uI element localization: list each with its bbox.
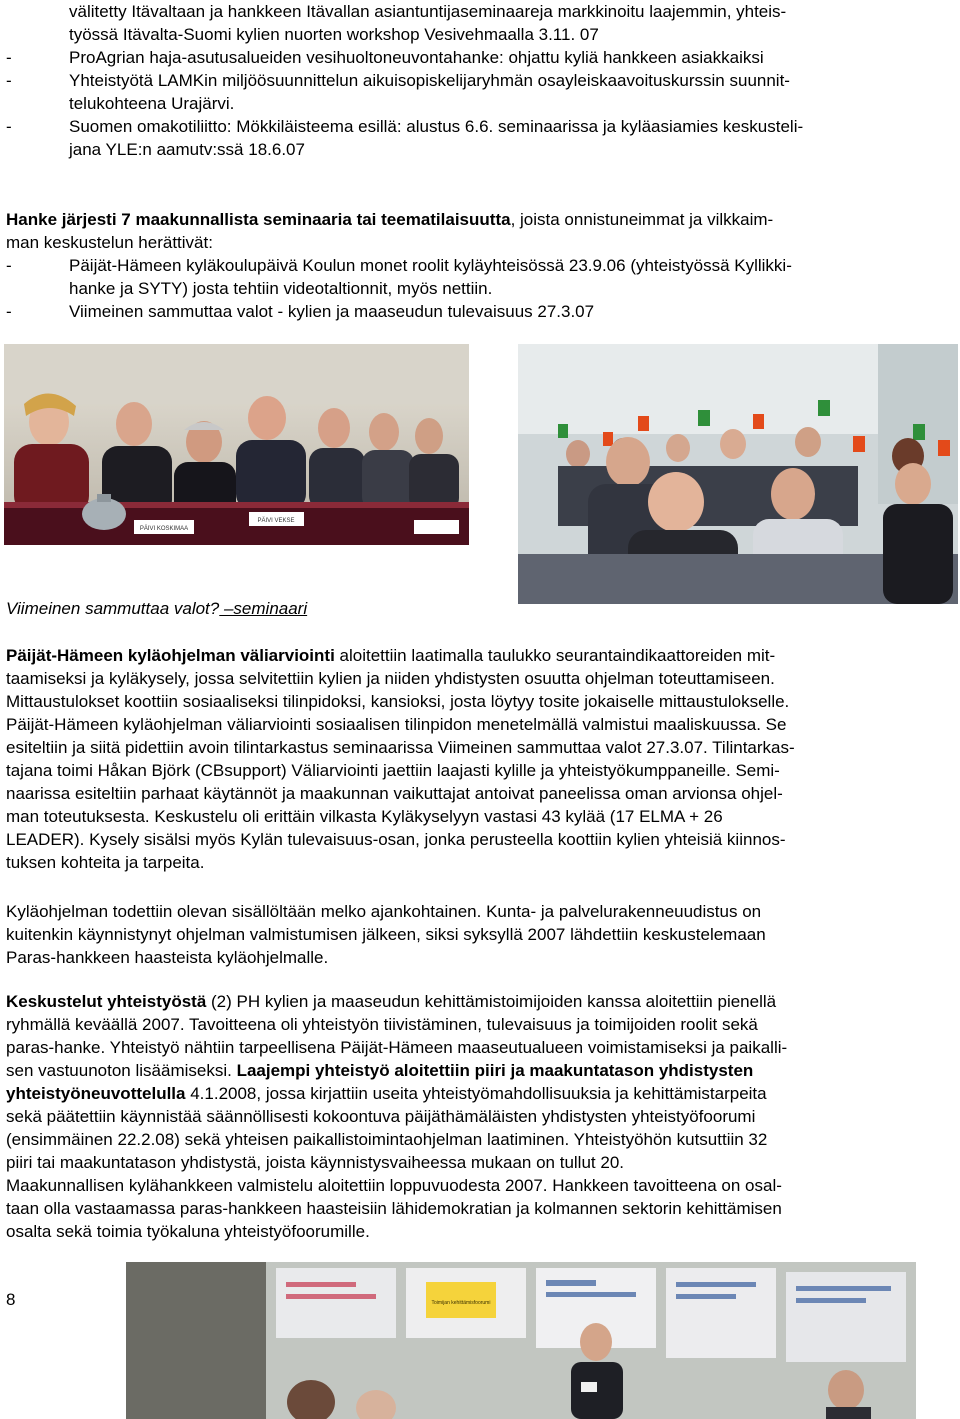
text-line: osalta sekä toimia työkaluna yhteistyöfoorumille. — [6, 1222, 370, 1241]
text-run: , joista onnistuneimmat ja vilkkaim- — [510, 210, 774, 229]
photo-caption — [6, 597, 307, 620]
name-sign-b: PÄIVI VEKSE — [257, 518, 295, 524]
bold-lead: Hanke järjesti 7 maakunnallista seminaaria tai teematilaisuutta — [6, 210, 511, 229]
poster-title: Toimijan kehittämisfoorumi — [431, 1300, 491, 1306]
evaluation-section — [6, 644, 936, 874]
text-line: paras-hanke. Yhteistyö nähtiin tarpeellisena Päijät-Hämeen maaseutualueen voimistamiseksi ja paikalli- — [6, 1038, 788, 1057]
text-line: sekä päätettiin käynnistää säännöllisesti kokoontuva päijäthämäläisten yhdistysten yhteistyöfoorumi — [6, 1107, 756, 1126]
caption-suffix: –seminaari — [219, 599, 308, 618]
photo-illustration — [126, 1262, 916, 1419]
cooperation-section — [6, 990, 936, 1243]
text-line: taan olla vastaamassa paras-hankkeen haasteisiin lähidemokratian ja kolmannen sektorin kehittämisen — [6, 1199, 782, 1218]
text-line: Maakunnallisen kylähankkeen valmistelu aloitettiin loppuvuodesta 2007. Hankkeen tavoitteena on osal- — [6, 1176, 782, 1195]
text-line: (ensimmäinen 22.2.08) sekä yhteisen paikallistoimintaohjelman laatiminen. Yhteistyöhön kutsuttiin 32 — [6, 1130, 768, 1149]
intro-section — [6, 0, 936, 161]
text-line: Suomen omakotiliitto: Mökkiläisteema esillä: alustus 6.6. seminaarissa ja kyläasiamies keskusteli- — [69, 117, 804, 136]
bold-lead: Keskustelut yhteistyöstä — [6, 992, 207, 1011]
paragraph — [6, 208, 936, 231]
text-line: LEADER). Kysely sisälsi myös Kylän tulevaisuus-osan, jonka perusteella koottiin kylien yhteisiä kiinnos- — [6, 830, 786, 849]
list-item — [6, 115, 936, 161]
bold-run: Laajempi yhteistyö aloitettiin piiri ja maakuntatason yhdistysten — [236, 1061, 754, 1080]
text-line: man keskustelun herättivät: — [6, 233, 213, 252]
text-line: taamiseksi ja kyläkysely, jossa selvitettiin kylien ja niiden yhdistysten osuutta ohjelman toteuttamiseen. — [6, 669, 775, 688]
paragraph — [6, 990, 936, 1013]
list-dash: - — [6, 256, 12, 275]
text-line: telukohteena Urajärvi. — [69, 94, 235, 113]
text-line: tajana toimi Håkan Björk (CBsupport) Väliarviointi jaettiin laajasti kylille ja yhteistyökumppaneille. Semi- — [6, 761, 780, 780]
text-run: (2) PH kylien ja maaseudun kehittämistoimijoiden kanssa aloitettiin pienellä — [206, 992, 777, 1011]
seminar-panel-photo — [4, 344, 469, 545]
text-line: Kyläohjelman todettiin olevan sisällöltään melko ajankohtainen. Kunta- ja palvelurakenneuudistus on — [6, 902, 762, 921]
text-line: ProAgrian haja-asutusalueiden vesihuoltoneuvontahanke: ohjattu kyliä hankkeen asiakkaiksi — [69, 48, 764, 67]
text-line: tuksen kohteita ja tarpeita. — [6, 853, 205, 872]
page-number: 8 — [6, 1290, 16, 1309]
text-line: esiteltiin ja siitä pidettiin avoin tilintarkastus seminaarissa Viimeinen sammuttaa valot 27.3.07. Tilintarkas- — [6, 738, 795, 757]
text-run: aloitettiin laatimalla taulukko seurantaindikaattoreiden mit- — [334, 646, 776, 665]
audience-voting-photo — [518, 344, 958, 604]
photo-illustration — [518, 344, 958, 604]
paragraph — [6, 1059, 936, 1082]
text-line: Päijät-Hämeen kyläohjelman väliarviointi sosiaalisen tilinpidon menetelmällä valmistui maaliskuussa. Se — [6, 715, 787, 734]
paragraph — [6, 1082, 936, 1105]
list-item — [6, 46, 936, 69]
bold-lead: Päijät-Hämeen kyläohjelman väliarviointi — [6, 646, 335, 665]
bold-run: yhteistyöneuvottelulla — [6, 1084, 186, 1103]
text-line: Viimeinen sammuttaa valot - kylien ja maaseudun tulevaisuus 27.3.07 — [69, 302, 595, 321]
text-line: kuitenkin käynnistynyt ohjelman valmistumisen jälkeen, siksi syksyllä 2007 lähdettiin keskustelemaan — [6, 925, 766, 944]
list-item — [6, 69, 936, 115]
list-dash: - — [6, 48, 12, 67]
list-item — [6, 254, 936, 300]
name-sign-a: PÄIVI KOSKIMAA — [139, 526, 189, 532]
text-line: Päijät-Hämeen kyläkoulupäivä Koulun monet roolit kyläyhteisössä 23.9.06 (yhteistyössä Kyllikki- — [69, 256, 792, 275]
text-line: jana YLE:n aamutv:ssä 18.6.07 — [69, 140, 305, 159]
list-dash: - — [6, 117, 12, 136]
paragraph — [6, 644, 936, 667]
text-line: ryhmällä keväällä 2007. Tavoitteena oli yhteistyön tiivistäminen, tulevaisuus ja toimijoiden roolit sekä — [6, 1015, 758, 1034]
seminars-section — [6, 208, 936, 323]
text-run: 4.1.2008, jossa kirjattiin useita yhteistyömahdollisuuksia ja kehittämistarpeita — [185, 1084, 767, 1103]
caption-main: Viimeinen sammuttaa valot? — [6, 599, 220, 618]
intro-continued-item — [6, 0, 936, 46]
program-section — [6, 900, 936, 969]
text-line: man toteutuksesta. Keskustelu oli erittäin vilkasta Kyläkyselyyn vastasi 43 kylää (17 ELMA + 26 — [6, 807, 723, 826]
list-item — [6, 300, 936, 323]
text-line: välitetty Itävaltaan ja hankkeen Itävallan asiantuntijaseminaareja markkinoitu laajemmin, yhteis- — [69, 2, 787, 21]
text-line: piiri tai maakuntatason yhdistystä, joista käynnistysvaiheessa mukaan on tullut 20. — [6, 1153, 624, 1172]
photo-illustration — [4, 344, 469, 545]
text-line: Yhteistyötä LAMKin miljöösuunnittelun aikuisopiskelijaryhmän osayleiskaavoituskurssin suunnit- — [69, 71, 790, 90]
list-dash: - — [6, 302, 12, 321]
text-line: Mittaustulokset koottiin sosiaaliseksi tilinpidoksi, kansioksi, josta löytyy tosite jokaiselle mittaustulokselle. — [6, 692, 790, 711]
text-line: työssä Itävalta-Suomi kylien nuorten workshop Vesivehmaalla 3.11. 07 — [69, 25, 599, 44]
text-run: sen vastuunoton lisäämiseksi. — [6, 1061, 237, 1080]
poster-presentation-photo — [126, 1262, 916, 1419]
text-line: hanke ja SYTY) josta tehtiin videotaltionnit, myös nettiin. — [69, 279, 493, 298]
text-line: Paras-hankkeen haasteista kyläohjelmalle. — [6, 948, 329, 967]
text-line: naarissa esiteltiin parhaat käytännöt ja maakunnan vaikuttajat antoivat paneelissa oman arvionsa ohjel- — [6, 784, 783, 803]
list-dash: - — [6, 71, 12, 90]
